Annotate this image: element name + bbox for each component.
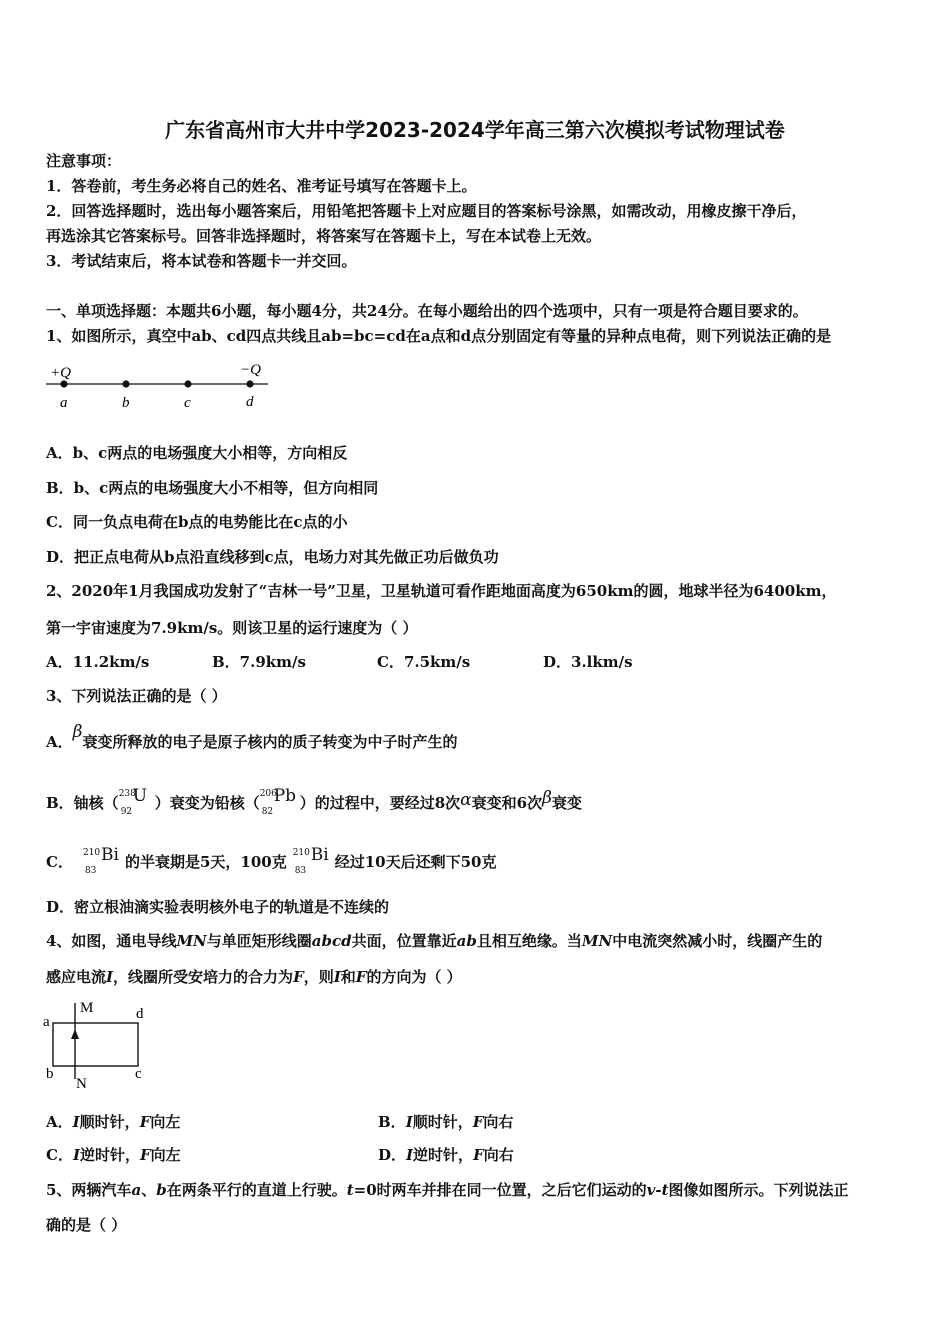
q5-stem-1: 5、两辆汽车a、b在两条平行的直道上行驶。t=0时两车并排在同一位置，之后它们运动的v-t图像如图所示。下列说法正 <box>46 1181 849 1199</box>
bismuth-nuclide: 210 83 Bi <box>82 845 119 876</box>
q2-stem-2: 第一宇宙速度为7.9km/s。则该卫星的运行速度为（ ） <box>46 619 418 637</box>
beta-symbol-2: β <box>542 788 552 808</box>
beta-symbol: β <box>72 722 83 742</box>
q3-option-c <box>46 845 497 876</box>
q4-figure <box>40 995 160 1093</box>
point-d <box>246 380 253 387</box>
notice-item-2b: 再选涂其它答案标号。回答非选择题时，将答案写在答题卡上，写在本试卷上无效。 <box>46 227 602 245</box>
q3-b-label: B．铀核（ <box>46 794 119 812</box>
notice-item-1: 1．答卷前，考生务必将自己的姓名、准考证号填写在答题卡上。 <box>46 177 477 195</box>
label-a: a <box>60 395 68 411</box>
label-N: N <box>76 1076 87 1092</box>
q1-option-c: C．同一负点电荷在b点的电势能比在c点的小 <box>46 513 348 531</box>
uranium-nuclide: 238 92 U <box>118 786 148 817</box>
q1-option-b: B．b、c两点的电场强度大小不相等，但方向相同 <box>46 479 379 497</box>
q3-c-label: C． <box>46 853 73 871</box>
notice-item-3: 3．考试结束后，将本试卷和答题卡一并交回。 <box>46 252 357 270</box>
q4-option-c: C．I逆时针，F向左 <box>46 1146 181 1164</box>
label-a: a <box>43 1014 50 1030</box>
coil-rectangle <box>53 1023 138 1066</box>
q3-option-b <box>46 786 582 817</box>
label-c: c <box>184 395 191 411</box>
q2-option-a: A．11.2km/s <box>46 653 150 671</box>
q1-stem: 1、如图所示，真空中ab、cd四点共线且ab=bc=cd在a点和d点分别固定有等量的异种点电荷，则下列说法正确的是 <box>46 327 832 345</box>
label-plus-q: +Q <box>50 365 71 381</box>
label-M: M <box>80 1000 94 1016</box>
q1-option-d: D．把正点电荷从b点沿直线移到c点，电场力对其先做正功后做负功 <box>46 548 499 566</box>
label-b: b <box>122 395 130 411</box>
q3-a-text: 衰变所释放的电子是原子核内的质子转变为中子时产生的 <box>82 733 458 751</box>
q3-option-d: D．密立根油滴实验表明核外电子的轨道是不连续的 <box>46 898 390 916</box>
label-b: b <box>46 1066 54 1082</box>
q2-option-b: B．7.9km/s <box>212 653 306 671</box>
q3-c-mid: 的半衰期是5天，100克 <box>124 853 287 871</box>
bismuth-nuclide-2: 210 83 Bi <box>292 845 329 876</box>
q3-option-a <box>46 722 458 752</box>
current-arrow <box>71 1029 79 1039</box>
label-d: d <box>136 1006 144 1022</box>
q3-a-label: A． <box>46 733 73 751</box>
label-c: c <box>135 1066 142 1082</box>
q1-option-a: A．b、c两点的电场强度大小相等，方向相反 <box>46 444 348 462</box>
q2-option-c: C．7.5km/s <box>377 653 471 671</box>
q4-option-a: A．I顺时针，F向左 <box>46 1113 181 1131</box>
label-d: d <box>246 394 254 410</box>
label-minus-q: −Q <box>240 362 261 378</box>
q3-stem: 3、下列说法正确的是（ ） <box>46 687 227 705</box>
notice-heading: 注意事项： <box>46 152 122 170</box>
q2-stem-1: 2、2020年1月我国成功发射了“吉林一号”卫星，卫星轨道可看作距地面高度为650km的圆，地球半径为6400km， <box>46 582 837 600</box>
q4-option-d: D．I逆时针，F向右 <box>378 1146 514 1164</box>
q3-b-mid3: 衰变和6次 <box>471 794 543 812</box>
point-b <box>122 380 129 387</box>
q1-figure <box>40 357 280 413</box>
q2-option-d: D．3.lkm/s <box>543 653 633 671</box>
q4-stem-2: 感应电流I，线圈所受安培力的合力为F，则I和F的方向为（ ） <box>46 968 462 986</box>
q4-option-b: B．I顺时针，F向右 <box>378 1113 514 1131</box>
page-title: 广东省高州市大井中学2023-2024学年高三第六次模拟考试物理试卷 <box>165 118 785 142</box>
notice-item-2a: 2．回答选择题时，选出每小题答案后，用铅笔把答题卡上对应题目的答案标号涂黑，如需改动，用橡皮擦干净后， <box>46 202 807 220</box>
q3-b-mid: ）衰变为铅核（ <box>154 794 260 812</box>
section-heading: 一、单项选择题：本题共6小题，每小题4分，共24分。在每小题给出的四个选项中，只有一项是符合题目要求的。 <box>46 302 808 320</box>
alpha-symbol: α <box>460 790 472 810</box>
q4-stem-1: 4、如图，通电导线MN与单匝矩形线圈abcd共面，位置靠近ab且相互绝缘。当MN中电流突然减小时，线圈产生的 <box>46 932 823 950</box>
q3-b-mid2: ）的过程中，要经过8次 <box>299 794 461 812</box>
q3-c-end: 经过10天后还剩下50克 <box>334 853 497 871</box>
point-a <box>60 380 67 387</box>
q3-b-end: 衰变 <box>551 794 582 812</box>
lead-nuclide: 206 82 Pb <box>259 786 297 817</box>
q5-stem-2: 确的是（ ） <box>46 1216 127 1234</box>
point-c <box>184 380 191 387</box>
